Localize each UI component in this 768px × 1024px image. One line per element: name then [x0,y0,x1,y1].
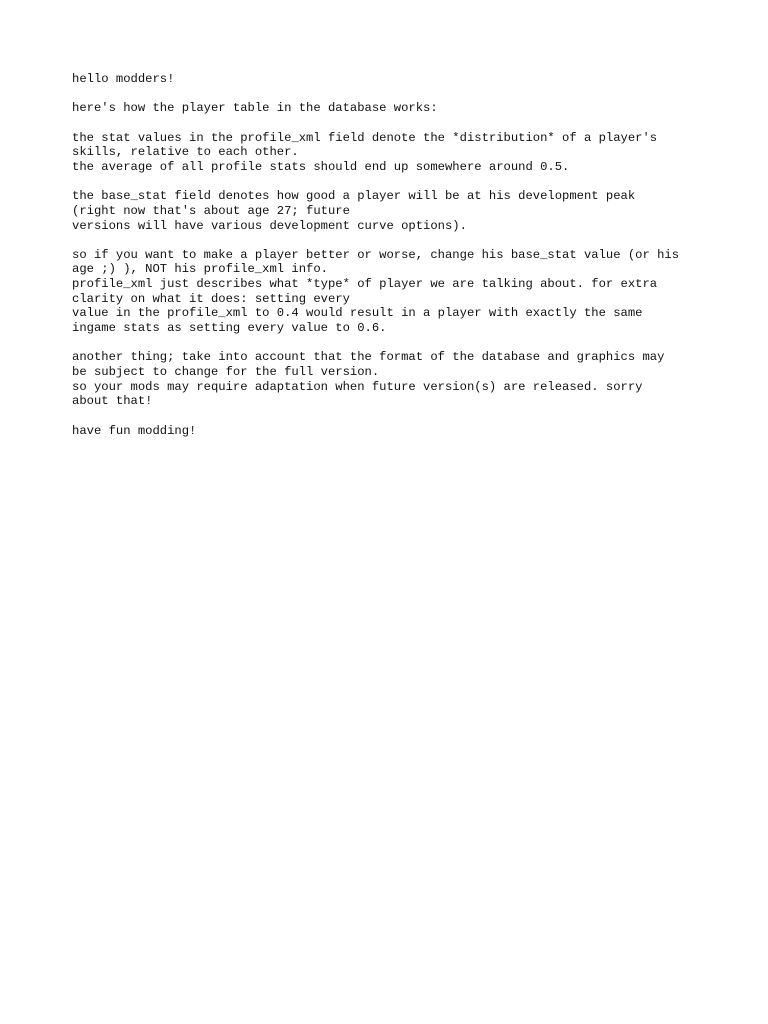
text-line: have fun modding! [72,423,197,438]
text-line: hello modders! [72,72,175,86]
text-line: ingame stats as setting every value to 0.6. [72,321,387,336]
text-line: the average of all profile stats should end up somewhere around 0.5. [72,159,570,174]
text-line: the stat values in the profile_xml field denote the *distribution* of a player's [72,130,658,145]
paragraph-format-warning [72,350,712,409]
document-body [72,72,712,438]
text-line: versions will have various development curve options). [72,218,467,233]
text-line: here's how the player table in the database works: [72,101,438,116]
text-line: another thing; take into account that the format of the database and graphics may [72,350,665,365]
text-line: the base_stat field denotes how good a player will be at his development peak [72,189,636,204]
text-line: about that! [72,394,153,409]
text-line: so if you want to make a player better or worse, change his base_stat value (or his [72,247,680,262]
text-line: (right now that's about age 27; future [72,203,350,218]
paragraph-base-stat [72,189,712,233]
text-line: so your mods may require adaptation when future version(s) are released. sorry [72,379,643,394]
paragraph-greeting [72,72,712,87]
paragraph-modding-advice [72,248,712,336]
paragraph-profile-xml [72,131,712,175]
text-line: profile_xml just describes what *type* of player we are talking about. for extra [72,277,658,292]
paragraph-intro [72,101,712,116]
text-line: clarity on what it does: setting every [72,291,350,306]
text-line: age ;) ), NOT his profile_xml info. [72,262,328,277]
paragraph-signoff [72,424,712,439]
text-line: skills, relative to each other. [72,145,299,160]
text-line: value in the profile_xml to 0.4 would result in a player with exactly the same [72,306,643,321]
text-line: be subject to change for the full version. [72,365,380,380]
